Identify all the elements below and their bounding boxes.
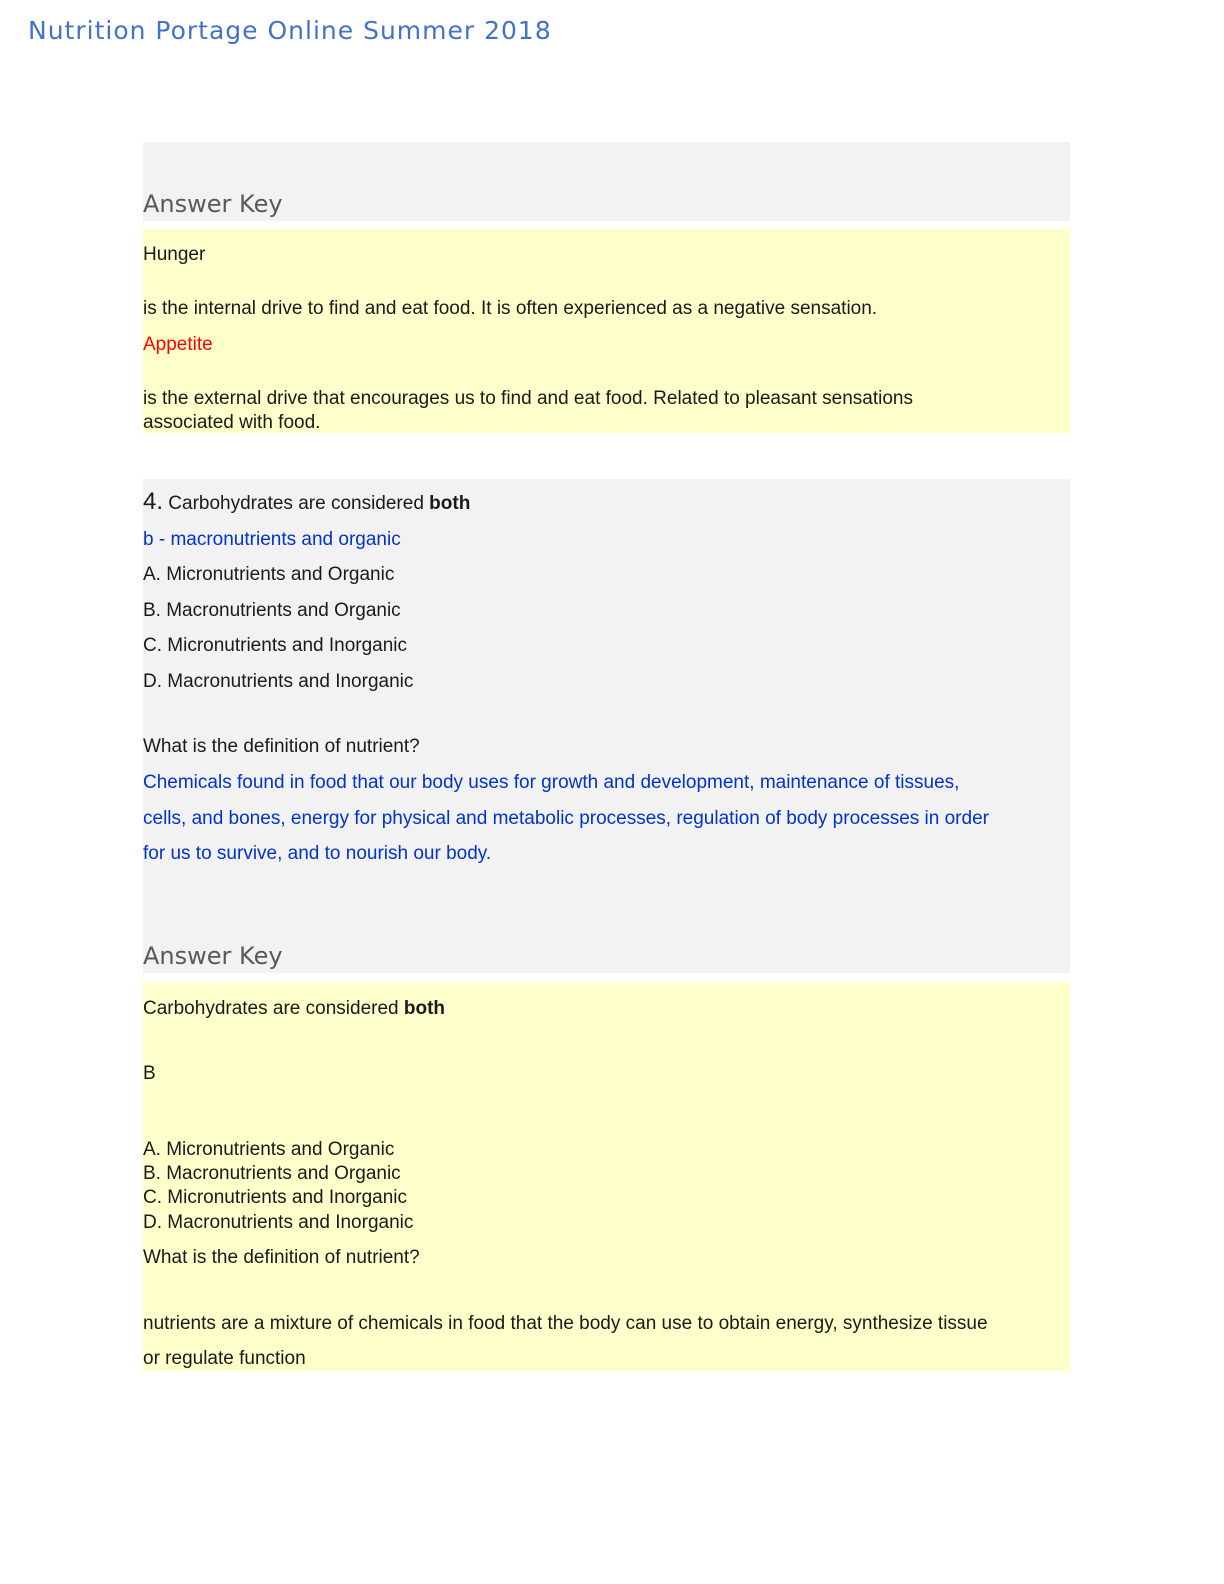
- answer-key-nutrient-question: What is the definition of nutrient?: [143, 1247, 420, 1268]
- answer-block-question-4: [143, 983, 1070, 1371]
- answer-key-heading-2: Answer Key: [143, 942, 283, 970]
- option-a: A. Micronutrients and Organic: [143, 564, 395, 585]
- option-d: D. Macronutrients and Inorganic: [143, 671, 414, 692]
- question-prompt-text: Carbohydrates are considered: [168, 493, 424, 514]
- definition-appetite-line-1: is the external drive that encourages us to find and eat food. Related to pleasant sensations: [143, 388, 914, 409]
- answer-key-option-a: A. Micronutrients and Organic: [143, 1139, 395, 1160]
- answer-key-band-1: [143, 142, 1070, 221]
- question-4-block: [143, 479, 1070, 973]
- nutrient-answer-line-3: for us to survive, and to nourish our body.: [143, 843, 492, 864]
- option-c: C. Micronutrients and Inorganic: [143, 635, 408, 656]
- option-b: B. Macronutrients and Organic: [143, 600, 401, 621]
- nutrient-question: What is the definition of nutrient?: [143, 736, 420, 757]
- question-prompt-bold: both: [429, 493, 471, 514]
- term-hunger: Hunger: [143, 244, 206, 265]
- nutrient-answer-line-1: Chemicals found in food that our body uses for growth and development, maintenance of tissues,: [143, 772, 960, 793]
- answer-key-heading-1: Answer Key: [143, 190, 283, 218]
- definition-appetite-line-2: associated with food.: [143, 412, 321, 433]
- answer-key-nutrient-line-2: or regulate function: [143, 1348, 306, 1369]
- answer-key-option-d: D. Macronutrients and Inorganic: [143, 1212, 414, 1233]
- answer-key-nutrient-line-1: nutrients are a mixture of chemicals in food that the body can use to obtain energy, synthesize tissue: [143, 1313, 988, 1334]
- question-4-prompt: [143, 490, 470, 516]
- page-header-title: Nutrition Portage Online Summer 2018: [28, 16, 552, 45]
- answer-key-letter: B: [143, 1063, 156, 1084]
- answer-key-prompt-bold: both: [403, 998, 446, 1019]
- question-number: 4.: [143, 488, 164, 515]
- nutrient-answer-line-2: cells, and bones, energy for physical and metabolic processes, regulation of body processes in order: [143, 808, 989, 829]
- answer-key-option-b: B. Macronutrients and Organic: [143, 1163, 401, 1184]
- answer-key-prompt-text: Carbohydrates are considered: [143, 998, 399, 1019]
- answer-key-prompt: [143, 997, 445, 1021]
- student-answer: b - macronutrients and organic: [143, 529, 401, 550]
- term-appetite: Appetite: [143, 334, 213, 355]
- definition-hunger: is the internal drive to find and eat food. It is often experienced as a negative sensation.: [143, 298, 878, 319]
- answer-block-hunger-appetite: [143, 229, 1070, 433]
- answer-key-option-c: C. Micronutrients and Inorganic: [143, 1187, 408, 1208]
